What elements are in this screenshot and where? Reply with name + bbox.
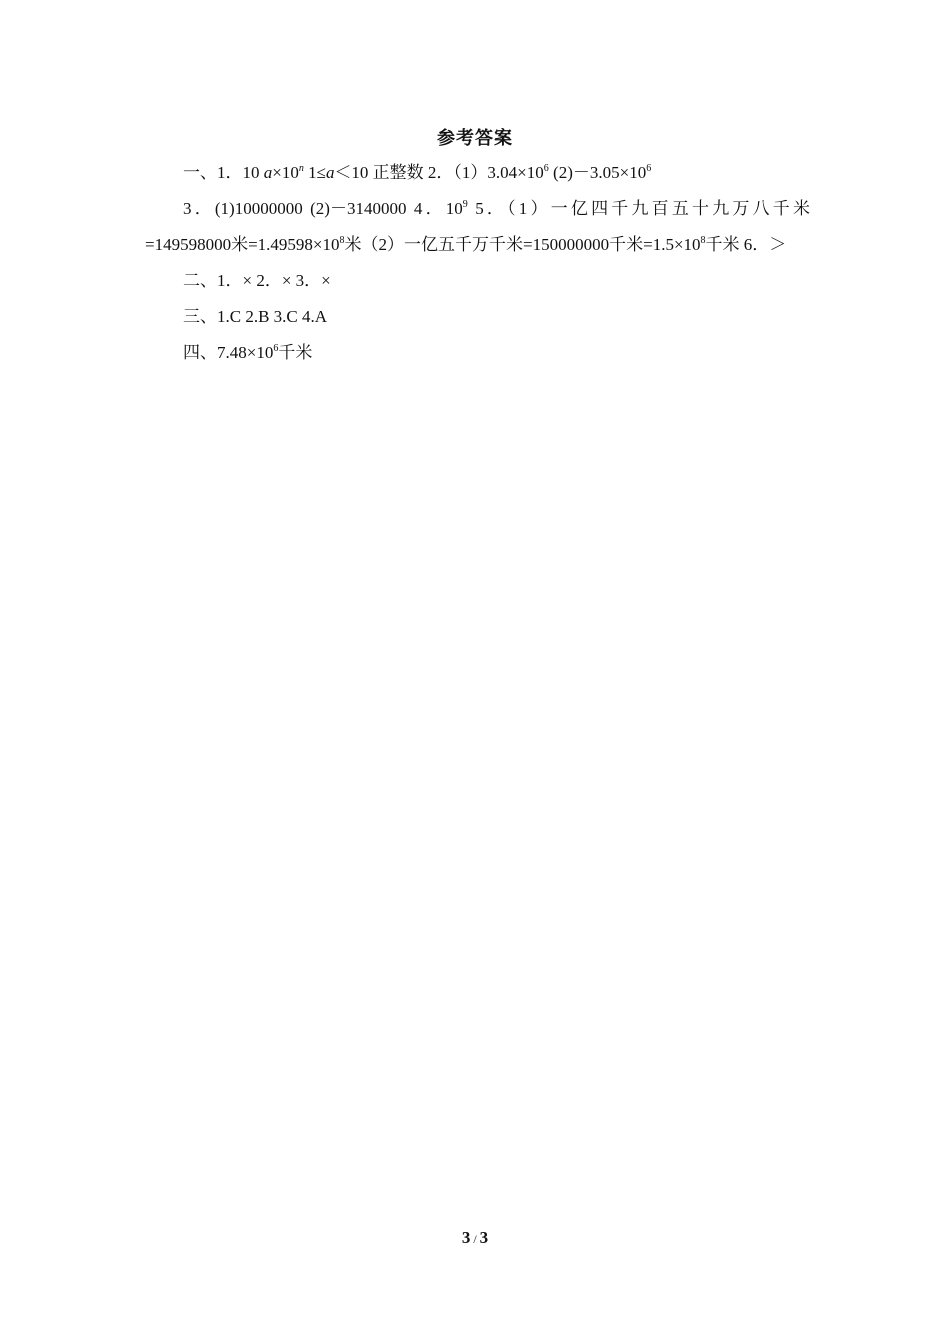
- answer-text: ×10: [272, 163, 299, 182]
- page-separator: /: [473, 1232, 477, 1246]
- answer-text: 四、7.48×10: [183, 343, 274, 362]
- answer-section-4: [145, 335, 810, 371]
- exponent: 9: [462, 199, 468, 210]
- answer-text: ＜10 正整数 2．（1）3.04×10: [334, 163, 544, 182]
- exponent: 6: [273, 343, 279, 354]
- answer-section-1-line-2: [145, 191, 810, 263]
- page-title: 参考答案: [437, 128, 513, 148]
- current-page: 3: [461, 1228, 471, 1247]
- answer-section-1-line-1: [145, 155, 810, 191]
- answer-text: (2)－3.05×10: [548, 163, 647, 182]
- answer-text: 3．(1)10000000 (2)－3140000 4．10: [183, 199, 463, 218]
- answer-text: 米（2）一亿五千万千米=150000000千米=1.5×10: [344, 235, 701, 254]
- page-number: [0, 1228, 950, 1248]
- exponent: 8: [339, 235, 345, 246]
- answer-section-2: 二、1．× 2．× 3．×: [183, 271, 331, 290]
- answer-text: 千米: [278, 343, 313, 362]
- exponent: n: [298, 163, 304, 174]
- answer-section-3: 三、1.C 2.B 3.C 4.A: [183, 307, 328, 326]
- answer-content: [145, 155, 810, 371]
- variable-a: a: [263, 163, 273, 182]
- answer-text: 5．（1）一亿四千九百五十九万八千米=149598000米=1.49598×10: [145, 199, 810, 254]
- exponent: 8: [700, 235, 706, 246]
- variable-a: a: [325, 163, 335, 182]
- answer-text: 1≤: [303, 163, 326, 182]
- answer-text: 千米 6．＞: [705, 235, 787, 254]
- exponent: 6: [646, 163, 652, 174]
- answer-text: 一、1．10: [183, 163, 264, 182]
- total-pages: 3: [479, 1228, 489, 1247]
- exponent: 6: [543, 163, 549, 174]
